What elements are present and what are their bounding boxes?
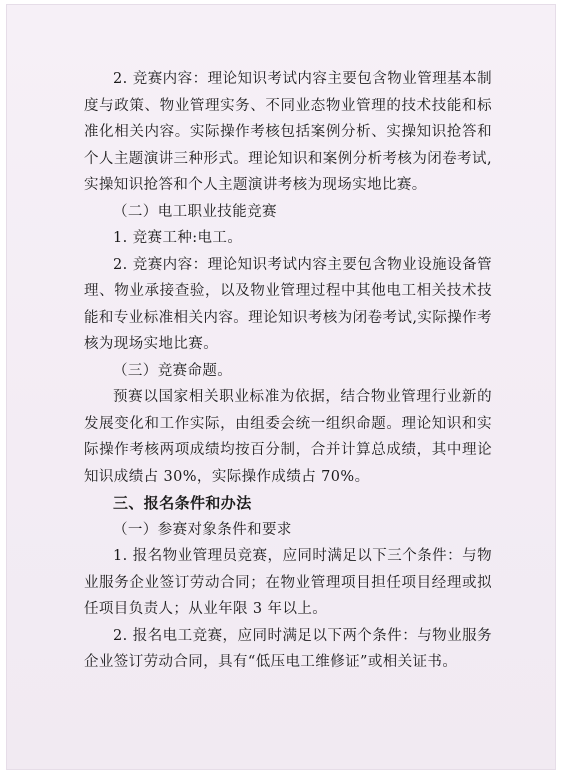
paragraph-electrician-requirements: 2. 报名电工竞赛，应同时满足以下两个条件：与物业服务企业签订劳动合同，具有“低压电工维修证”或相关证书。 bbox=[84, 627, 492, 670]
heading-electrician-competition: （二）电工职业技能竞赛 bbox=[113, 203, 277, 220]
paragraph-job-type: 1. 竞赛工种:电工。 bbox=[113, 230, 243, 246]
paragraph-competition-content-2: 2. 竞赛内容：理论知识考试内容主要包含物业设施设备管理、物业承接查验，以及物业管理过程中其他电工相关技术技能和专业标准相关内容。理论知识考核为闭卷考试,实际操作考核为现场实地比赛。 bbox=[84, 256, 492, 352]
heading-section-3: 三、报名条件和办法 bbox=[113, 494, 252, 512]
paragraph-competition-content-1: 2. 竞赛内容：理论知识考试内容主要包含物业管理基本制度与政策、物业管理实务、不同业态物业管理的技术技能和标准化相关内容。实际操作考核包括案例分析、实操知识抢答和个人主题演讲三种形式。理论知识和案例分析考核为闭卷考试,实操知识抢答和个人主题演讲考核为现场实地比赛。 bbox=[84, 71, 492, 193]
document-body bbox=[84, 66, 492, 676]
heading-participant-requirements: （一）参赛对象条件和要求 bbox=[113, 521, 292, 538]
paragraph-preliminary: 预赛以国家相关职业标准为依据，结合物业管理行业新的发展变化和工作实际，由组委会统一组织命题。理论知识和实际操作考核两项成绩均按百分制，合并计算总成绩，其中理论知识成绩占 30%，实际操作成绩占 70%。 bbox=[84, 389, 492, 485]
paragraph-property-manager-requirements: 1. 报名物业管理员竞赛，应同时满足以下三个条件：与物业服务企业签订劳动合同；在物业管理项目担任项目经理或拟任项目负责人；从业年限 3 年以上。 bbox=[84, 548, 492, 617]
heading-competition-questions: （三）竞赛命题。 bbox=[113, 362, 233, 379]
scanned-page bbox=[6, 4, 556, 770]
